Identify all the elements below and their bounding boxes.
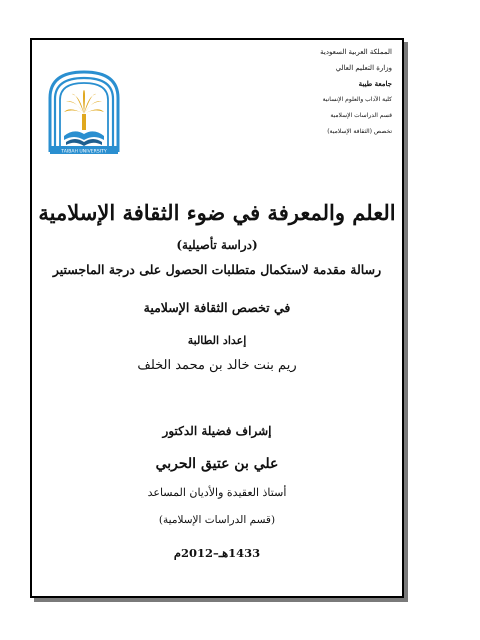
college-name: كلية الآداب والعلوم الإنسانية bbox=[322, 96, 392, 103]
country-name: المملكة العربية السعودية bbox=[320, 48, 392, 56]
logo-caption: TAIBAH UNIVERSITY bbox=[61, 149, 107, 155]
taibah-university-logo-icon bbox=[46, 68, 122, 156]
prepared-by-label: إعداد الطالبة bbox=[187, 334, 247, 347]
specialization-name: تخصص (الثقافة الإسلامية) bbox=[327, 128, 392, 135]
thesis-date: 1433هـ–2012م bbox=[173, 546, 261, 560]
thesis-purpose-line-1: رسالة مقدمة لاستكمال متطلبات الحصول على درجة الماجستير bbox=[52, 262, 382, 277]
department-name: قسم الدراسات الإسلامية bbox=[330, 112, 392, 119]
supervisor-title: أستاذ العقيدة والأديان المساعد bbox=[147, 486, 287, 499]
supervisor-name: علي بن عتيق الحربي bbox=[155, 456, 279, 472]
thesis-title: العلم والمعرفة في ضوء الثقافة الإسلامية bbox=[38, 200, 396, 225]
university-name: جامعة طيبة bbox=[358, 79, 392, 88]
study-type: (دراسة تأصيلية) bbox=[176, 238, 258, 252]
header-block bbox=[232, 44, 392, 140]
ministry-name: وزارة التعليم العالي bbox=[335, 64, 392, 72]
supervision-label: إشراف فضيلة الدكتور bbox=[162, 424, 272, 438]
thesis-purpose-line-2: في تخصص الثقافة الإسلامية bbox=[143, 300, 291, 315]
document-page bbox=[30, 38, 404, 598]
department-label: (قسم الدراسات الإسلامية) bbox=[158, 514, 276, 526]
student-name: ريم بنت خالد بن محمد الخلف bbox=[137, 358, 297, 373]
